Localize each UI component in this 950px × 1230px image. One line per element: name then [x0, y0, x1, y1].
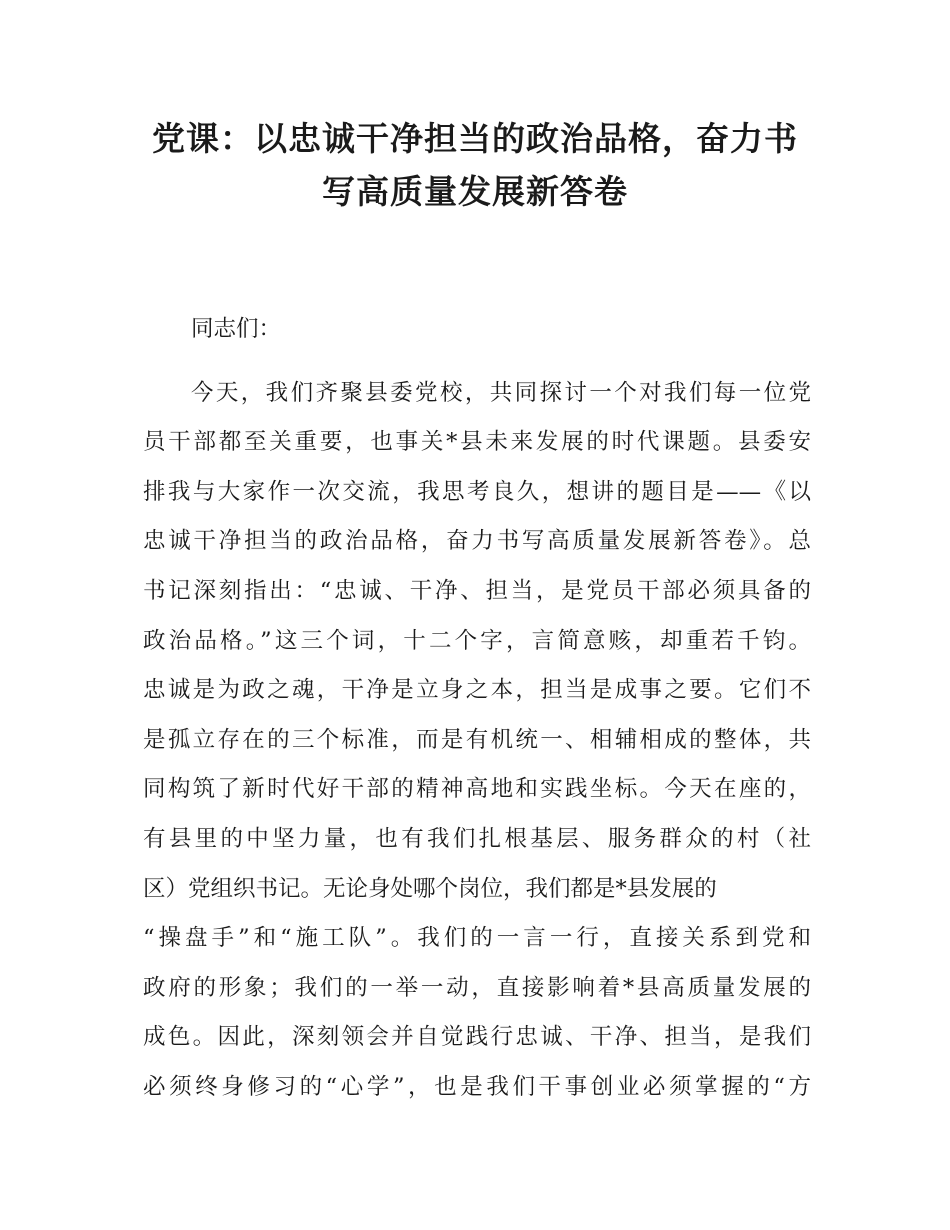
salutation: 同志们： [191, 316, 282, 342]
paragraph-line: 书记深刻指出：“忠诚、干净、担当，是党员干部必须具备的 [143, 577, 811, 604]
document-title [120, 112, 830, 218]
paragraph-line: 有县里的中坚力量，也有我们扎根基层、服务群众的村（社 [143, 825, 811, 852]
paragraph-line: 成色。因此，深刻领会并自觉践行忠诚、干净、担当，是我们 [143, 1024, 811, 1051]
paragraph-line: 必须终身修习的“心学”，也是我们干事创业必须掌握的“方 [143, 1073, 811, 1100]
title-line-1: 党课：以忠诚干净担当的政治品格，奋力书 [152, 119, 798, 158]
paragraph [143, 369, 811, 1113]
paragraph-line: 同构筑了新时代好干部的精神高地和实践坐标。今天在座的， [143, 776, 811, 803]
paragraph-line: 政府的形象；我们的一举一动，直接影响着*县高质量发展的 [143, 974, 811, 1001]
paragraph-line: 忠诚是为政之魂，干净是立身之本，担当是成事之要。它们不 [143, 677, 811, 704]
paragraph-line: 忠诚干净担当的政治品格，奋力书写高质量发展新答卷》。总 [143, 528, 811, 555]
title-line-2: 写高质量发展新答卷 [322, 172, 628, 211]
paragraph-line: 政治品格。”这三个词，十二个字，言简意赅，却重若千钧。 [143, 627, 811, 654]
paragraph-line: “操盘手”和“施工队”。我们的一言一行，直接关系到党和 [143, 925, 811, 952]
paragraph-line: 员干部都至关重要，也事关*县未来发展的时代课题。县委安 [143, 429, 811, 456]
paragraph-line: 是孤立存在的三个标准，而是有机统一、相辅相成的整体，共 [143, 726, 811, 753]
paragraph-line: 今天，我们齐聚县委党校，共同探讨一个对我们每一位党 [191, 379, 811, 406]
paragraph-line: 区）党组织书记。无论身处哪个岗位，我们都是*县发展的 [143, 875, 717, 902]
document-body [143, 305, 811, 1113]
paragraph-line: 排我与大家作一次交流，我思考良久，想讲的题目是——《以 [143, 478, 811, 505]
